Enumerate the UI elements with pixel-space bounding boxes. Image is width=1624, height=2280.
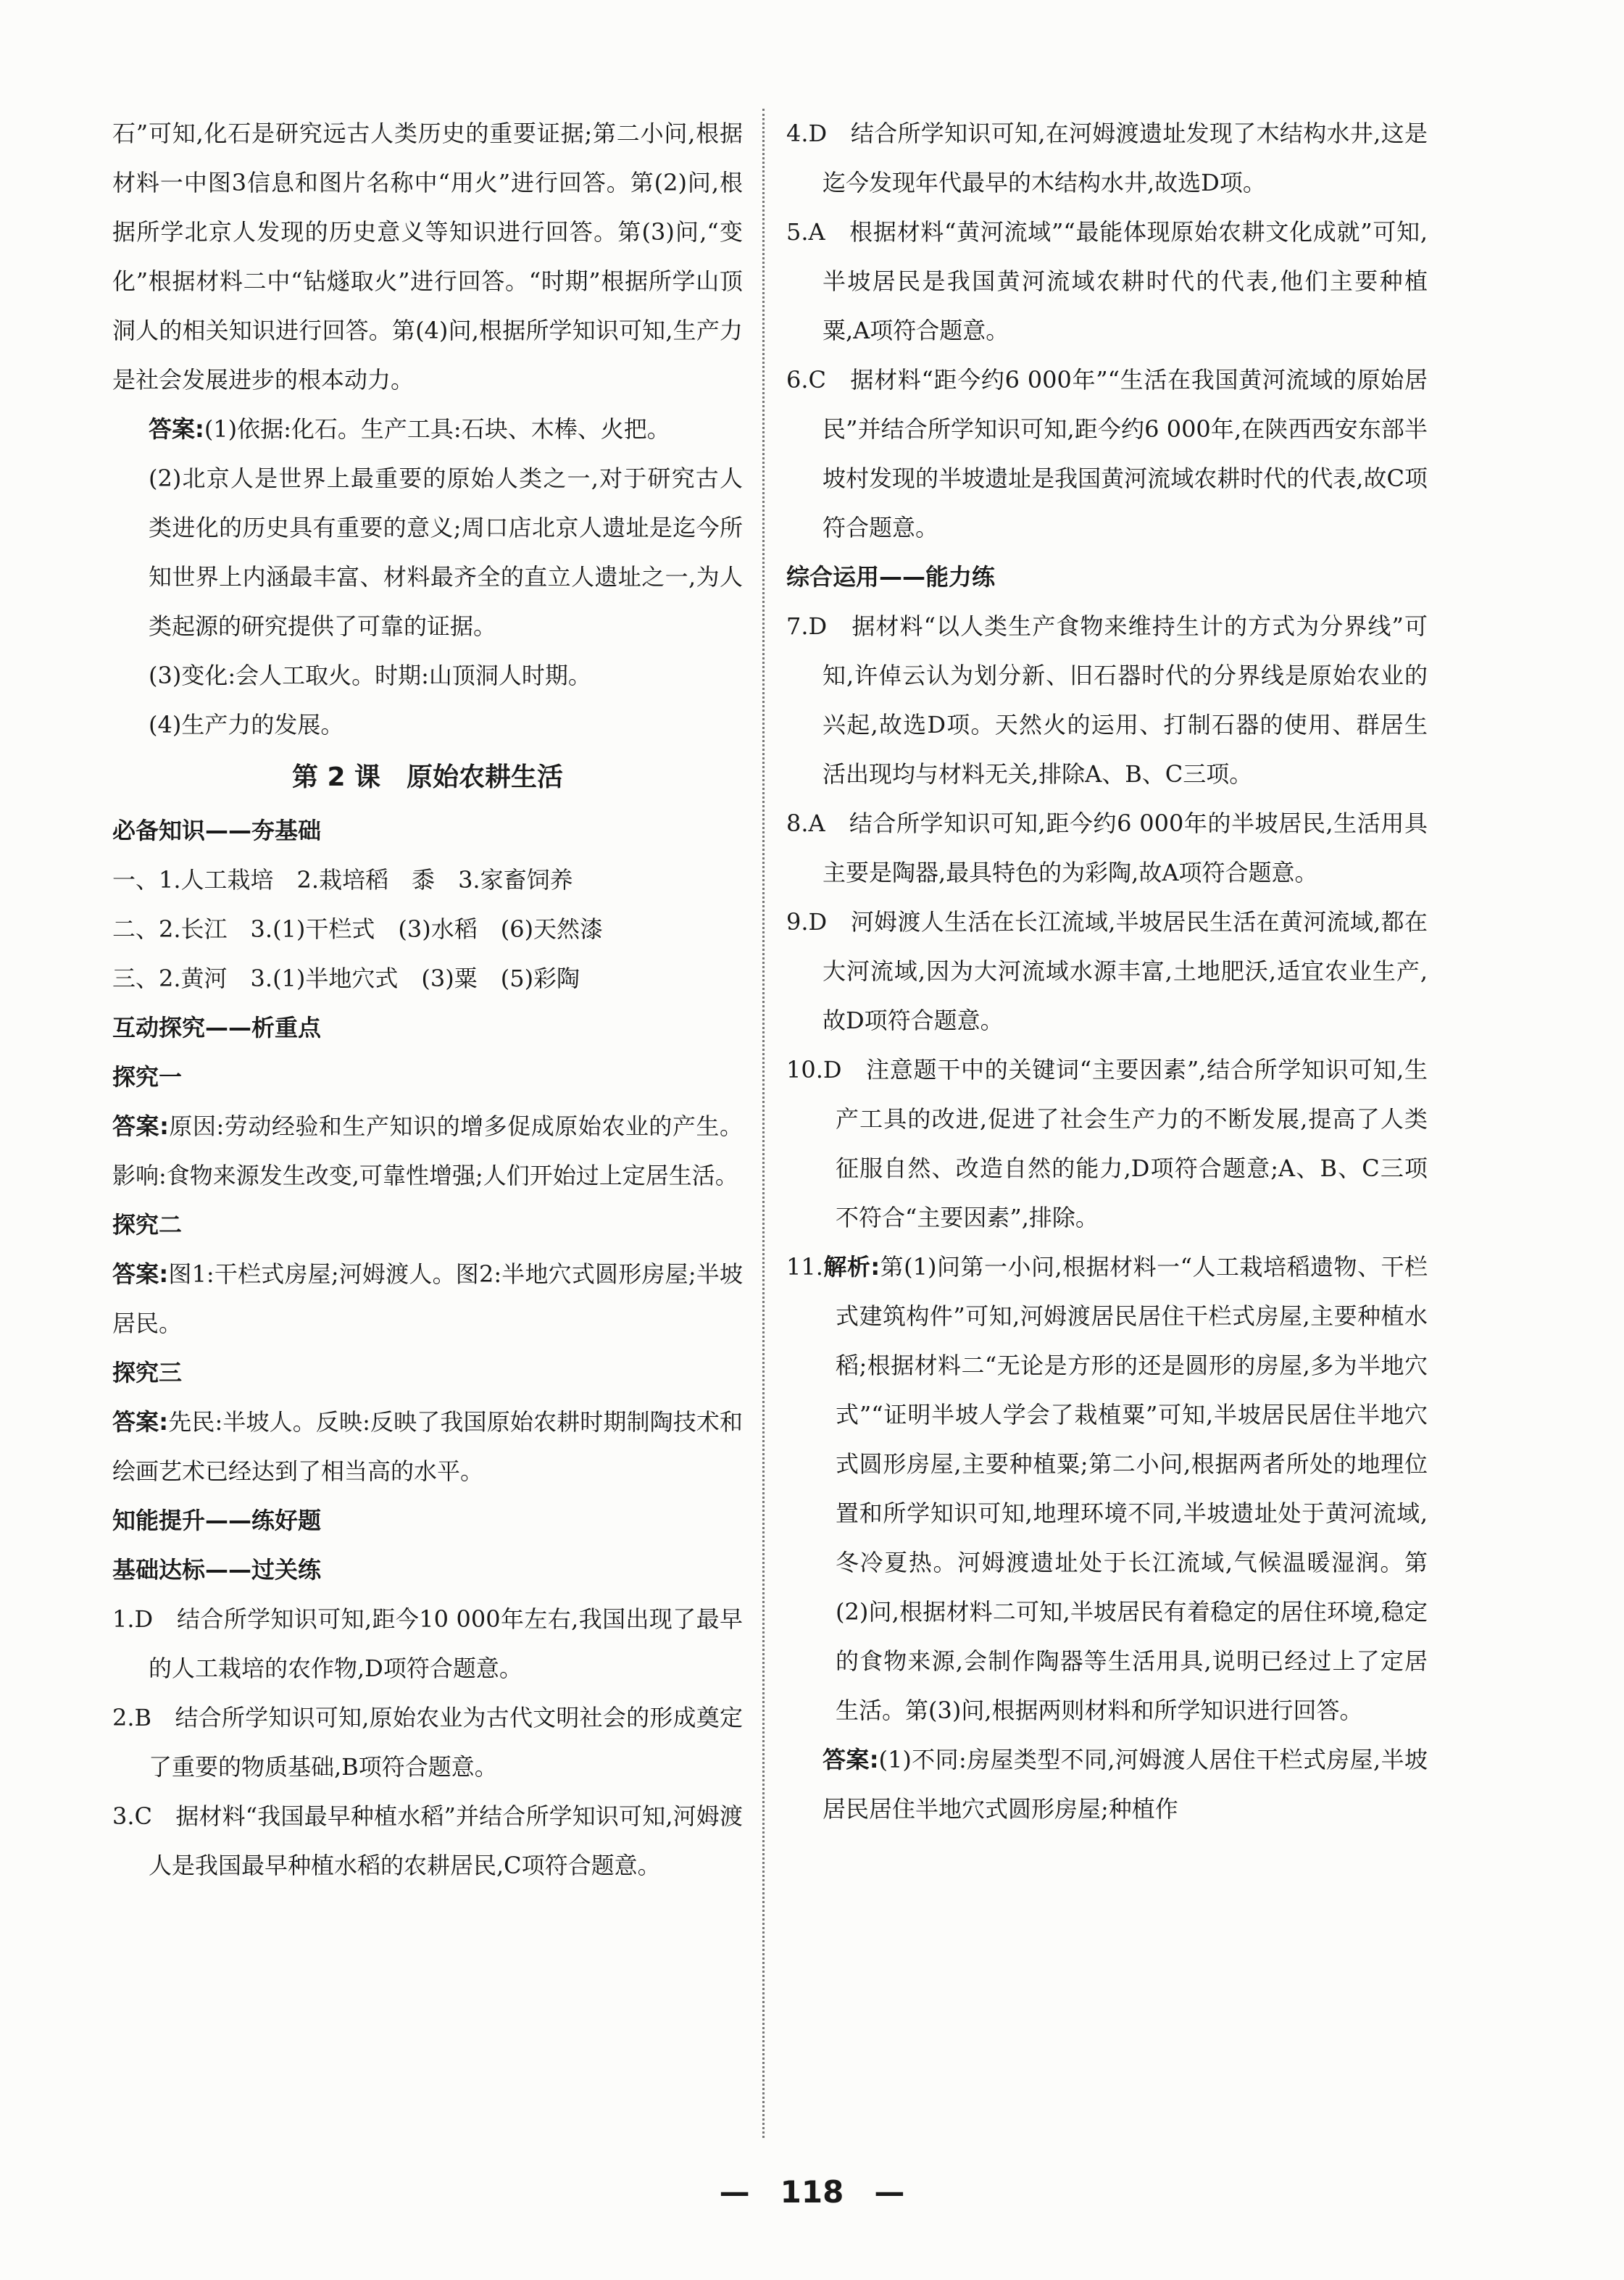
question-3: 3.C 据材料“我国最早种植水稻”并结合所学知识可知,河姆渡人是我国最早种植水稻的农耕居民,C项符合题意。 [112, 1802, 743, 1879]
explore-3-title: 探究三 [112, 1359, 183, 1386]
question-11-answer [786, 1735, 1428, 1834]
page-number-dash-right: — [844, 2174, 905, 2210]
question-8: 8.A 结合所学知识可知,距今约6 000年的半坡居民,生活用具主要是陶器,最具特色的为彩陶,故A项符合题意。 [786, 810, 1428, 886]
question-11-analysis: 第(1)问第一小问,根据材料一“人工栽培稻遗物、干栏式建筑构件”可知,河姆渡居民居住干栏式房屋,主要种植水稻;根据材料二“无论是方形的还是圆形的房屋,多为半地穴式”“证明半坡人学会了栽植粟”可知,半坡居民居住半地穴式圆形房屋,主要种植粟;第二小问,根据两者所处的地理位置和所学知识可知,地理环境不同,半坡遗址处于黄河流域,冬冷夏热。河姆渡遗址处于长江流域,气候温暖湿润。第(2)问,根据材料二可知,半坡居民有着稳定的居住环境,稳定的食物来源,会制作陶器等生活用具,说明已经过上了定居生活。第(3)问,根据两则材料和所学知识进行回答。 [836, 1253, 1428, 1724]
question-1: 1.D 结合所学知识可知,距今10 000年左右,我国出现了最早的人工栽培的农作物,D项符合题意。 [112, 1605, 743, 1682]
question-6: 6.C 据材料“距今约6 000年”“生活在我国黄河流域的原始居民”并结合所学知识可知,距今约6 000年,在陕西西安东部半坡村发现的半坡遗址是我国黄河流域农耕时代的代表,故C项符合题意。 [786, 366, 1428, 541]
answer-label: 答案: [112, 1260, 169, 1288]
page-number-value: 118 [780, 2174, 844, 2210]
section-basic-knowledge: 必备知识——夯基础 [112, 817, 322, 844]
answer-1-text: (1)依据:化石。生产工具:石块、木棒、火把。 [204, 415, 670, 443]
question-7: 7.D 据材料“以人类生产食物来维持生计的方式为分界线”可知,许倬云认为划分新、旧石器时代的分界线是原始农业的兴起,故选D项。天然火的运用、打制石器的使用、群居生活出现均与材料无关,排除A、B、C三项。 [786, 612, 1428, 788]
explore-3-text: 先民:半坡人。反映:反映了我国原始农耕时期制陶技术和绘画艺术已经达到了相当高的水平。 [112, 1408, 743, 1485]
explore-2-answer [112, 1249, 743, 1348]
section-comprehensive-apply: 综合运用——能力练 [786, 563, 996, 591]
section-interactive-explore: 互动探究——析重点 [112, 1014, 322, 1041]
page-number-dash-left: — [719, 2174, 780, 2210]
lesson-title: 第 2 课 原始农耕生活 [291, 762, 564, 792]
answer-3: (3)变化:会人工取火。时期:山顶洞人时期。 [149, 662, 591, 689]
answer-4: (4)生产力的发展。 [149, 711, 344, 738]
answer-label: 答案: [112, 1408, 169, 1436]
question-2: 2.B 结合所学知识可知,原始农业为古代文明社会的形成奠定了重要的物质基础,B项符合题意。 [112, 1704, 743, 1781]
intro-paragraph: 石”可知,化石是研究远古人类历史的重要证据;第二小问,根据材料一中图3信息和图片名称中“用火”进行回答。第(2)问,根据所学北京人发现的历史意义等知识进行回答。第(3)问,“变化”根据材料二中“钻燧取火”进行回答。“时期”根据所学山顶洞人的相关知识进行回答。第(4)问,根据所学知识可知,生产力是社会发展进步的根本动力。 [112, 120, 743, 394]
question-5: 5.A 根据材料“黄河流域”“最能体现原始农耕文化成就”可知,半坡居民是我国黄河流域农耕时代的代表,他们主要种植粟,A项符合题意。 [786, 218, 1428, 344]
analysis-label: 解析: [823, 1253, 880, 1281]
explore-1-text: 原因:劳动经验和生产知识的增多促成原始农业的产生。影响:食物来源发生改变,可靠性增强;人们开始过上定居生活。 [112, 1112, 743, 1189]
answer-label: 答案: [112, 1112, 169, 1140]
answer-2: (2)北京人是世界上最重要的原始人类之一,对于研究古人类进化的历史具有重要的意义;周口店北京人遗址是迄今所知世界上内涵最丰富、材料最齐全的直立人遗址之一,为人类起源的研究提供了可靠的证据。 [149, 465, 743, 640]
question-11-answer-text: (1)不同:房屋类型不同,河姆渡人居住干栏式房屋,半坡居民居住半地穴式圆形房屋;种植作 [823, 1746, 1428, 1823]
section-skill-improve: 知能提升——练好题 [112, 1507, 322, 1534]
explore-2-text: 图1:干栏式房屋;河姆渡人。图2:半地穴式圆形房屋;半坡居民。 [112, 1260, 743, 1337]
basic-2: 二、2.长江 3.(1)干栏式 (3)水稻 (6)天然漆 [112, 915, 604, 943]
explore-3-answer [112, 1397, 743, 1496]
section-basic-practice: 基础达标——过关练 [112, 1556, 322, 1584]
basic-1: 一、1.人工栽培 2.栽培稻 黍 3.家畜饲养 [112, 866, 573, 894]
question-9: 9.D 河姆渡人生活在长江流域,半坡居民生活在黄河流域,都在大河流域,因为大河流域水源丰富,土地肥沃,适宜农业生产,故D项符合题意。 [786, 908, 1428, 1034]
answer-label: 答案: [823, 1746, 879, 1773]
explore-2-title: 探究二 [112, 1211, 183, 1239]
question-11 [786, 1242, 1428, 1735]
basic-3: 三、2.黄河 3.(1)半地穴式 (3)粟 (5)彩陶 [112, 965, 580, 992]
question-4: 4.D 结合所学知识可知,在河姆渡遗址发现了木结构水井,这是迄今发现年代最早的木结构水井,故选D项。 [786, 120, 1428, 196]
question-11-number: 11. [786, 1253, 823, 1281]
page-number [0, 2171, 1624, 2214]
answer-label: 答案: [149, 415, 204, 443]
left-column [112, 109, 743, 1890]
explore-1-title: 探究一 [112, 1063, 183, 1091]
explore-1-answer [112, 1102, 743, 1200]
question-10: 10.D 注意题干中的关键词“主要因素”,结合所学知识可知,生产工具的改进,促进了社会生产力的不断发展,提高了人类征服自然、改造自然的能力,D项符合题意;A、B、C三项不符合“主要因素”,排除。 [786, 1056, 1428, 1231]
answer-1 [112, 404, 743, 454]
right-column [786, 109, 1428, 1834]
column-divider [762, 109, 765, 2138]
